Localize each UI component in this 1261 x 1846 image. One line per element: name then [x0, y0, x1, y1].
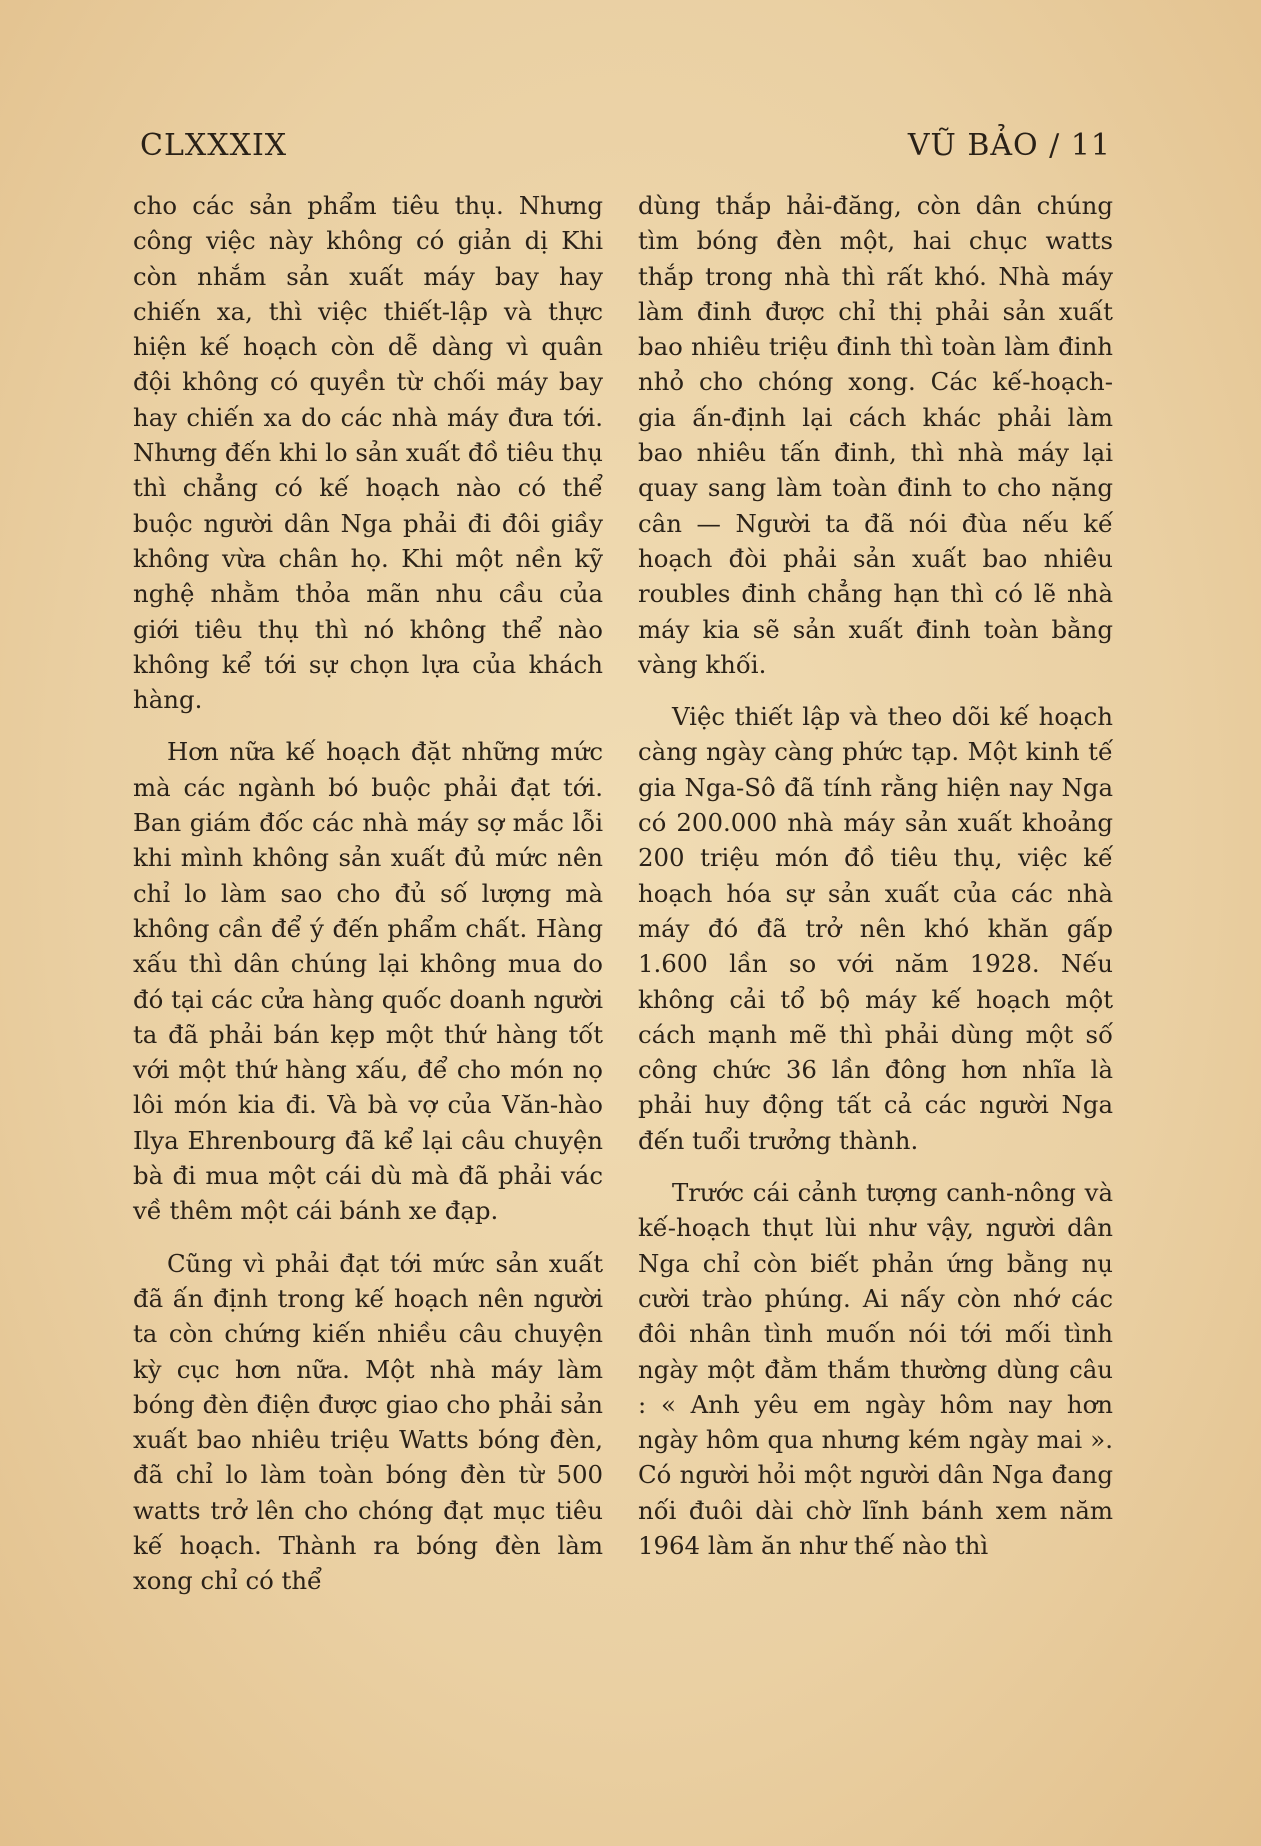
paragraph: Trước cái cảnh tượng canh-nông và kế-hoạch thụt lùi như vậy, người dân Nga chỉ còn biết phản ứng bằng nụ cười trào phúng. Ai nấy còn nhớ các đôi nhân tình muốn nói tới mối tình ngày một đằm thắm thường dùng câu : « Anh yêu em ngày hôm nay hơn ngày hôm qua nhưng kém ngày mai ». Có người hỏi một người dân Nga đang nối đuôi dài chờ lĩnh bánh xem năm 1964 làm ăn như thế nào thì	[638, 1178, 1113, 1560]
paragraph: Cũng vì phải đạt tới mức sản xuất đã ấn định trong kế hoạch nên người ta còn chứng kiến nhiều câu chuyện kỳ cục hơn nữa. Một nhà máy làm bóng đèn điện được giao cho phải sản xuất bao nhiêu triệu Watts bóng đèn, đã chỉ lo làm toàn bóng đèn từ 500 watts trở lên cho chóng đạt mục tiêu kế hoạch. Thành ra bóng đèn làm xong chỉ có thể	[133, 1248, 603, 1596]
paragraph: cho các sản phẩm tiêu thụ. Nhưng công việc này không có giản dị Khi còn nhắm sản xuất máy bay hay chiến xa, thì việc thiết-lập và thực hiện kế hoạch còn dễ dàng vì quân đội không có quyền từ chối máy bay hay chiến xa do các nhà máy đưa tới. Nhưng đến khi lo sản xuất đồ tiêu thụ thì chẳng có kế hoạch nào có thể buộc người dân Nga phải đi đôi giầy không vừa chân họ. Khi một nền kỹ nghệ nhằm thỏa mãn nhu cầu của giới tiêu thụ thì nó không thể nào không kể tới sự chọn lựa của khách hàng.	[133, 191, 603, 715]
page-header	[140, 128, 1111, 168]
paragraph: dùng thắp hải-đăng, còn dân chúng tìm bóng đèn một, hai chục watts thắp trong nhà thì rất khó. Nhà máy làm đinh được chỉ thị phải sản xuất bao nhiêu triệu đinh thì toàn làm đinh nhỏ cho chóng xong. Các kế-hoạch-gia ấn-định lại cách khác phải làm bao nhiêu tấn đinh, thì nhà máy lại quay sang làm toàn đinh to cho nặng cân — Người ta đã nói đùa nếu kế hoạch đòi phải sản xuất bao nhiêu roubles đinh chẳng hạn thì có lẽ nhà máy kia sẽ sản xuất đinh toàn bằng vàng khối.	[638, 191, 1113, 679]
left-column	[133, 188, 603, 1599]
author-page-number: VŨ BẢO / 11	[907, 128, 1111, 163]
right-column	[638, 188, 1113, 1563]
paragraph: Việc thiết lập và theo dõi kế hoạch càng ngày càng phức tạp. Một kinh tế gia Nga-Sô đã tính rằng hiện nay Nga có 200.000 nhà máy sản xuất khoảng 200 triệu món đồ tiêu thụ, việc kế hoạch hóa sự sản xuất của các nhà máy đó đã trở nên khó khăn gấp 1.600 lần so với năm 1928. Nếu không cải tổ bộ máy kế hoạch một cách mạnh mẽ thì phải dùng một số công chức 36 lần đông hơn nhĩa là phải huy động tất cả các người Nga đến tuổi trưởng thành.	[638, 702, 1113, 1155]
paragraph: Hơn nữa kế hoạch đặt những mức mà các ngành bó buộc phải đạt tới. Ban giám đốc các nhà máy sợ mắc lỗi khi mình không sản xuất đủ mức nên chỉ lo làm sao cho đủ số lượng mà không cần để ý đến phẩm chất. Hàng xấu thì dân chúng lại không mua do đó tại các cửa hàng quốc doanh người ta đã phải bán kẹp một thứ hàng tốt với một thứ hàng xấu, để cho món nọ lôi món kia đi. Và bà vợ của Văn-hào Ilya Ehrenbourg đã kể lại câu chuyện bà đi mua một cái dù mà đã phải vác về thêm một cái bánh xe đạp.	[133, 737, 603, 1226]
chapter-number: CLXXXIX	[140, 128, 288, 163]
